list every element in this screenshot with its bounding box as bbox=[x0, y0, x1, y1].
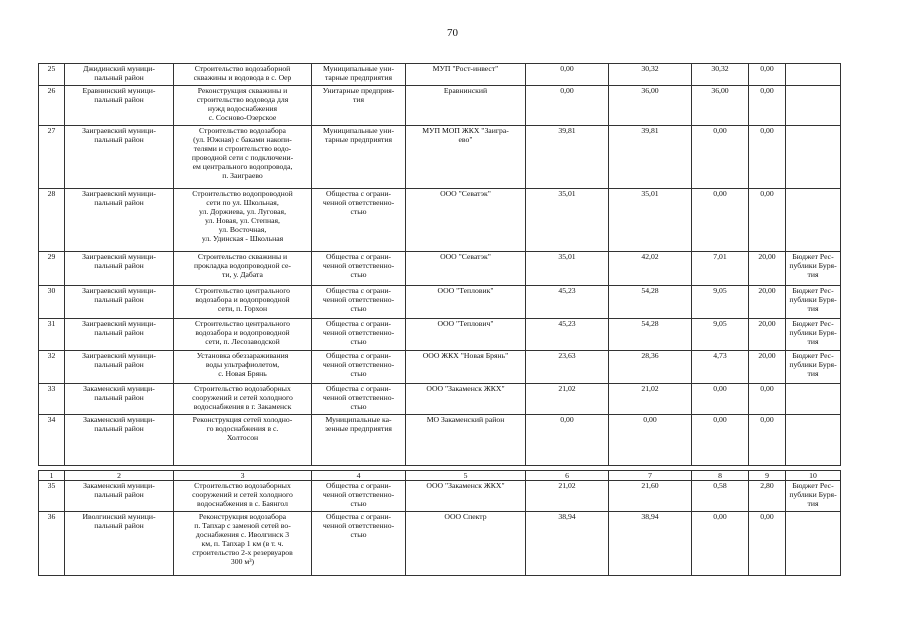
cell-project: Реконструкция водозабора п. Тапхар с заменой сетей во- доснабжения с. Иволгинск 3 км, п. Тапхар 1 км (в т. ч. строительство 2-х резервуаров 300 м³) bbox=[174, 512, 312, 576]
cell-value-1: 23,63 bbox=[526, 351, 609, 384]
cell-value-3: 4,73 bbox=[692, 351, 749, 384]
cell-district: Закаменский муници- пальный район bbox=[65, 481, 174, 512]
table-row bbox=[39, 415, 841, 466]
cell-org-form: Общества с ограни- ченной ответственно- стью bbox=[312, 351, 406, 384]
cell-value-2: 39,81 bbox=[609, 126, 692, 189]
cell-district: Еравнинский муници- пальный район bbox=[65, 86, 174, 126]
cell-project: Реконструкция сетей холодно- го водоснабжения в с. Холтосон bbox=[174, 415, 312, 466]
cell-value-1: 0,00 bbox=[526, 64, 609, 86]
cell-number: 30 bbox=[39, 286, 65, 319]
cell-project: Строительство центрального водозабора и водопроводной сети, п. Лесозаводской bbox=[174, 319, 312, 351]
cell-value-2: 28,36 bbox=[609, 351, 692, 384]
cell-value-4: 0,00 bbox=[749, 512, 786, 576]
cell-district: Заиграевский муници- пальный район bbox=[65, 189, 174, 252]
cell-funding-source bbox=[786, 86, 841, 126]
cell-number: 34 bbox=[39, 415, 65, 466]
column-header-6: 6 bbox=[526, 471, 609, 481]
cell-project: Строительство водозаборных сооружений и сетей холодного водоснабжения в с. Баянгол bbox=[174, 481, 312, 512]
cell-value-2: 54,28 bbox=[609, 319, 692, 351]
cell-value-1: 35,01 bbox=[526, 189, 609, 252]
cell-value-2: 35,01 bbox=[609, 189, 692, 252]
cell-value-4: 20,00 bbox=[749, 351, 786, 384]
column-header-9: 9 bbox=[749, 471, 786, 481]
cell-number: 28 bbox=[39, 189, 65, 252]
cell-org-form: Общества с ограни- ченной ответственно- стью bbox=[312, 481, 406, 512]
cell-district: Заиграевский муници- пальный район bbox=[65, 286, 174, 319]
cell-org-form: Общества с ограни- ченной ответственно- стью bbox=[312, 384, 406, 415]
cell-value-3: 0,00 bbox=[692, 512, 749, 576]
cell-district: Закаменский муници- пальный район bbox=[65, 384, 174, 415]
cell-organization: ООО ЖКХ "Новая Брянь" bbox=[406, 351, 526, 384]
cell-org-form: Общества с ограни- ченной ответственно- стью bbox=[312, 512, 406, 576]
cell-funding-source: Бюджет Рес- публики Буря- тия bbox=[786, 252, 841, 286]
investment-table-lower bbox=[38, 470, 841, 576]
column-header-2: 2 bbox=[65, 471, 174, 481]
cell-value-4: 0,00 bbox=[749, 189, 786, 252]
column-header-3: 3 bbox=[174, 471, 312, 481]
cell-organization: ООО "Закаменск ЖКХ" bbox=[406, 384, 526, 415]
cell-value-2: 21,02 bbox=[609, 384, 692, 415]
cell-district: Заиграевский муници- пальный район bbox=[65, 351, 174, 384]
cell-funding-source: Бюджет Рес- публики Буря- тия bbox=[786, 319, 841, 351]
cell-organization: ООО "Севатэк" bbox=[406, 189, 526, 252]
cell-district: Иволгинский муници- пальный район bbox=[65, 512, 174, 576]
cell-project: Строительство водозаборной скважины и водовода в с. Оер bbox=[174, 64, 312, 86]
column-header-8: 8 bbox=[692, 471, 749, 481]
cell-funding-source bbox=[786, 384, 841, 415]
cell-org-form: Общества с ограни- ченной ответственно- стью bbox=[312, 252, 406, 286]
cell-value-4: 0,00 bbox=[749, 86, 786, 126]
column-header-1: 1 bbox=[39, 471, 65, 481]
cell-value-3: 36,00 bbox=[692, 86, 749, 126]
cell-value-2: 42,02 bbox=[609, 252, 692, 286]
cell-value-3: 9,05 bbox=[692, 319, 749, 351]
cell-project: Строительство водозаборных сооружений и сетей холодного водоснабжения в г. Закаменск bbox=[174, 384, 312, 415]
cell-value-3: 9,05 bbox=[692, 286, 749, 319]
column-header-10: 10 bbox=[786, 471, 841, 481]
cell-org-form: Муниципальные уни- тарные предприятия bbox=[312, 126, 406, 189]
cell-value-1: 45,23 bbox=[526, 286, 609, 319]
table-row bbox=[39, 319, 841, 351]
cell-value-2: 21,60 bbox=[609, 481, 692, 512]
cell-value-1: 45,23 bbox=[526, 319, 609, 351]
cell-value-4: 0,00 bbox=[749, 64, 786, 86]
cell-value-1: 21,02 bbox=[526, 384, 609, 415]
table-row bbox=[39, 86, 841, 126]
cell-project: Строительство водопроводной сети по ул. Школьная, ул. Доржиева, ул. Луговая, ул. Новая, ул. Степная, ул. Восточная, ул. Удинская - Школьная bbox=[174, 189, 312, 252]
cell-number: 31 bbox=[39, 319, 65, 351]
cell-project: Строительство центрального водозабора и водопроводной сети, п. Горхон bbox=[174, 286, 312, 319]
table-row bbox=[39, 286, 841, 319]
cell-organization: МУП МОП ЖКХ "Заигра- ево" bbox=[406, 126, 526, 189]
column-header-7: 7 bbox=[609, 471, 692, 481]
table-row bbox=[39, 189, 841, 252]
cell-district: Заиграевский муници- пальный район bbox=[65, 252, 174, 286]
table-row bbox=[39, 126, 841, 189]
cell-value-4: 0,00 bbox=[749, 126, 786, 189]
cell-value-4: 20,00 bbox=[749, 319, 786, 351]
cell-number: 33 bbox=[39, 384, 65, 415]
cell-number: 25 bbox=[39, 64, 65, 86]
cell-project: Строительство водозабора (ул. Южная) с баками накопи- телями и строительство водо- проводной сети с подключени- ем центрального водопровода, п. Заиграево bbox=[174, 126, 312, 189]
cell-organization: ООО "Теплович" bbox=[406, 319, 526, 351]
cell-organization: ООО "Закаменск ЖКХ" bbox=[406, 481, 526, 512]
cell-funding-source: Бюджет Рес- публики Буря- тия bbox=[786, 481, 841, 512]
cell-org-form: Общества с ограни- ченной ответственно- стью bbox=[312, 286, 406, 319]
cell-organization: МО Закаменский район bbox=[406, 415, 526, 466]
table-body-upper bbox=[39, 64, 841, 466]
cell-funding-source bbox=[786, 64, 841, 86]
cell-number: 35 bbox=[39, 481, 65, 512]
cell-value-4: 0,00 bbox=[749, 415, 786, 466]
page-number: 70 bbox=[447, 27, 458, 39]
cell-organization: ООО "Тепловик" bbox=[406, 286, 526, 319]
cell-value-4: 20,00 bbox=[749, 252, 786, 286]
cell-value-2: 0,00 bbox=[609, 415, 692, 466]
table-row bbox=[39, 252, 841, 286]
cell-funding-source bbox=[786, 126, 841, 189]
cell-value-3: 0,00 bbox=[692, 415, 749, 466]
cell-organization: МУП "Рост-инвест" bbox=[406, 64, 526, 86]
cell-organization: Еравнинский bbox=[406, 86, 526, 126]
cell-value-4: 0,00 bbox=[749, 384, 786, 415]
cell-project: Строительство скважины и прокладка водопроводной се- ти, у. Дабата bbox=[174, 252, 312, 286]
cell-number: 32 bbox=[39, 351, 65, 384]
table-row bbox=[39, 512, 841, 576]
cell-value-4: 2,80 bbox=[749, 481, 786, 512]
cell-value-3: 0,00 bbox=[692, 189, 749, 252]
cell-value-3: 0,00 bbox=[692, 384, 749, 415]
cell-org-form: Унитарные предприя- тия bbox=[312, 86, 406, 126]
cell-organization: ООО "Севатэк" bbox=[406, 252, 526, 286]
table-row bbox=[39, 481, 841, 512]
cell-district: Заиграевский муници- пальный район bbox=[65, 319, 174, 351]
column-header-4: 4 bbox=[312, 471, 406, 481]
cell-org-form: Общества с ограни- ченной ответственно- стью bbox=[312, 189, 406, 252]
cell-organization: ООО Спектр bbox=[406, 512, 526, 576]
cell-value-3: 0,58 bbox=[692, 481, 749, 512]
cell-funding-source bbox=[786, 415, 841, 466]
cell-value-1: 39,81 bbox=[526, 126, 609, 189]
cell-district: Заиграевский муници- пальный район bbox=[65, 126, 174, 189]
cell-district: Закаменский муници- пальный район bbox=[65, 415, 174, 466]
cell-value-3: 30,32 bbox=[692, 64, 749, 86]
cell-funding-source bbox=[786, 512, 841, 576]
cell-org-form: Муниципальные уни- тарные предприятия bbox=[312, 64, 406, 86]
cell-org-form: Общества с ограни- ченной ответственно- стью bbox=[312, 319, 406, 351]
cell-org-form: Муниципальные ка- зенные предприятия bbox=[312, 415, 406, 466]
cell-number: 29 bbox=[39, 252, 65, 286]
column-header-5: 5 bbox=[406, 471, 526, 481]
cell-value-2: 54,28 bbox=[609, 286, 692, 319]
cell-value-1: 38,94 bbox=[526, 512, 609, 576]
cell-funding-source: Бюджет Рес- публики Буря- тия bbox=[786, 286, 841, 319]
cell-value-2: 30,32 bbox=[609, 64, 692, 86]
cell-number: 27 bbox=[39, 126, 65, 189]
cell-value-1: 35,01 bbox=[526, 252, 609, 286]
cell-funding-source bbox=[786, 189, 841, 252]
table-row bbox=[39, 384, 841, 415]
cell-value-1: 0,00 bbox=[526, 86, 609, 126]
cell-project: Реконструкция скважины и строительство водовода для нужд водоснабжения с. Сосново-Озерское bbox=[174, 86, 312, 126]
column-number-header bbox=[39, 471, 841, 481]
investment-table-upper bbox=[38, 63, 841, 466]
cell-value-4: 20,00 bbox=[749, 286, 786, 319]
cell-value-3: 7,01 bbox=[692, 252, 749, 286]
cell-district: Джидинский муници- пальный район bbox=[65, 64, 174, 86]
cell-project: Установка обеззараживания воды ультрафиолетом, с. Новая Брянь bbox=[174, 351, 312, 384]
cell-value-2: 38,94 bbox=[609, 512, 692, 576]
cell-number: 26 bbox=[39, 86, 65, 126]
cell-value-1: 21,02 bbox=[526, 481, 609, 512]
cell-number: 36 bbox=[39, 512, 65, 576]
table-row bbox=[39, 64, 841, 86]
table-row bbox=[39, 351, 841, 384]
cell-value-1: 0,00 bbox=[526, 415, 609, 466]
cell-value-2: 36,00 bbox=[609, 86, 692, 126]
cell-funding-source: Бюджет Рес- публики Буря- тия bbox=[786, 351, 841, 384]
cell-value-3: 0,00 bbox=[692, 126, 749, 189]
